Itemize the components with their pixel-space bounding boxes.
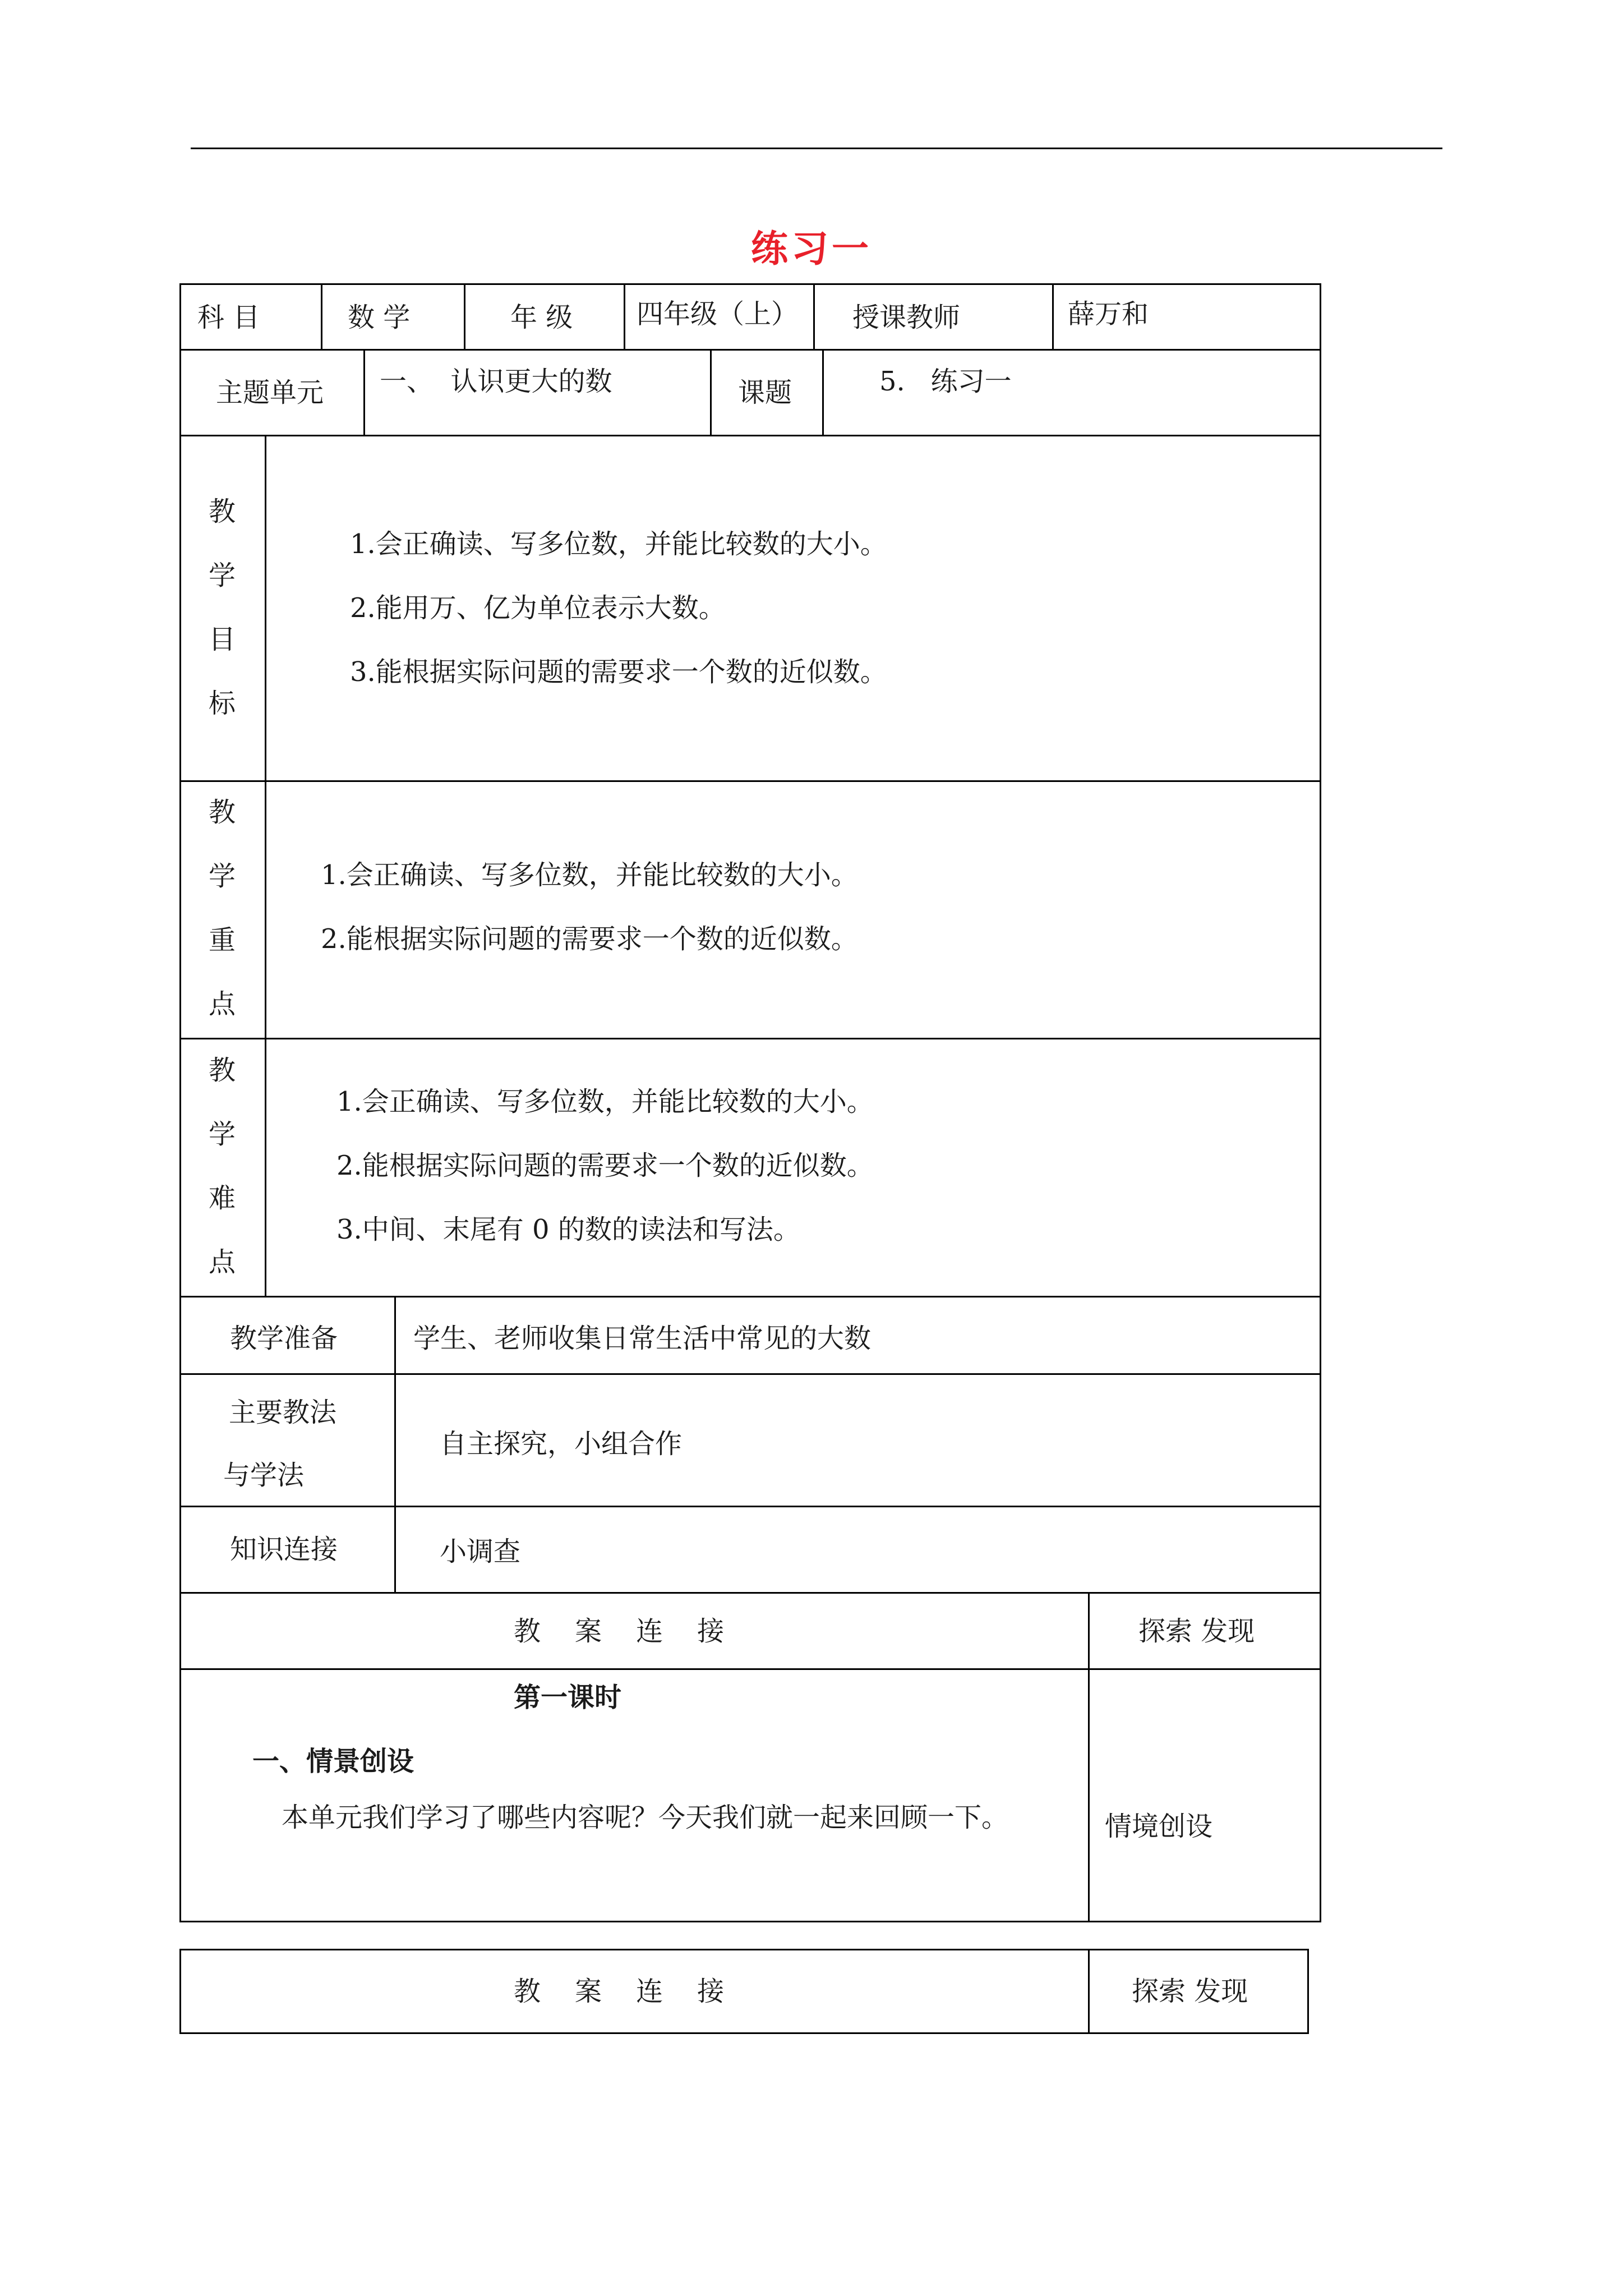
- topic-label: 课题: [738, 377, 792, 408]
- row-divider: [179, 1038, 1321, 1039]
- plan-header-left: 教 案 连 接: [514, 1616, 725, 1647]
- difficulties-label-char: 点: [208, 1246, 236, 1278]
- row-divider: [179, 780, 1321, 782]
- lesson-title: 第一课时: [514, 1682, 622, 1713]
- goals-label-char: 学: [208, 560, 236, 591]
- teacher-label: 授课教师: [852, 302, 961, 333]
- page-title: 练习一: [751, 227, 872, 270]
- methods-label-line2: 与学法: [223, 1460, 305, 1491]
- col-divider: [813, 283, 815, 349]
- topic-value: 5. 练习一: [879, 366, 1012, 397]
- key-points-label-char: 教: [208, 797, 236, 828]
- teacher-value: 薛万和: [1068, 298, 1149, 330]
- key-points-label-char: 学: [208, 861, 236, 892]
- grade-label: 年 级: [510, 302, 573, 333]
- methods-label-line1: 主要教法: [229, 1397, 337, 1428]
- preparation-value: 学生、老师收集日常生活中常见的大数: [413, 1323, 872, 1354]
- plan2-header-right: 探索 发现: [1132, 1976, 1248, 2007]
- col-divider: [624, 283, 625, 349]
- knowledge-label: 知识连接: [230, 1534, 338, 1565]
- subject-value: 数 学: [348, 302, 411, 333]
- col-divider: [1088, 1949, 1090, 2034]
- key-points-label-char: 重: [208, 924, 236, 956]
- row-divider: [179, 1668, 1321, 1670]
- methods-value: 自主探究，小组合作: [440, 1428, 683, 1460]
- section-heading: 一、情景创设: [252, 1746, 414, 1777]
- row-divider: [179, 1296, 1321, 1297]
- col-divider: [464, 283, 465, 349]
- subject-label: 科 目: [197, 302, 260, 333]
- difficulties-label-char: 难: [208, 1182, 236, 1214]
- key-points-label-char: 点: [208, 988, 236, 1020]
- col-divider: [265, 435, 266, 1296]
- col-divider: [1088, 1592, 1090, 1922]
- plan2-header-left: 教 案 连 接: [514, 1976, 725, 2007]
- section-text: 本单元我们学习了哪些内容呢？今天我们就一起来回顾一下。: [282, 1802, 1009, 1833]
- plan-header-right: 探索 发现: [1138, 1616, 1255, 1647]
- goal-item: 1.会正确读、写多位数，并能比较数的大小。: [350, 528, 887, 560]
- difficulties-label-char: 学: [208, 1119, 236, 1150]
- goals-label-char: 目: [208, 624, 236, 655]
- difficulties-label-char: 教: [208, 1055, 236, 1086]
- col-divider: [822, 349, 824, 435]
- difficulty-item: 3.中间、末尾有 0 的数的读法和写法。: [336, 1214, 800, 1245]
- col-divider: [1052, 283, 1054, 349]
- goals-label-char: 教: [208, 496, 236, 527]
- goals-label-char: 标: [208, 688, 236, 719]
- col-divider: [321, 283, 322, 349]
- row-divider: [179, 435, 1321, 436]
- row-divider: [179, 1373, 1321, 1375]
- goal-item: 2.能用万、亿为单位表示大数。: [350, 592, 726, 624]
- row-divider: [179, 1506, 1321, 1507]
- unit-label: 主题单元: [216, 377, 324, 408]
- row-divider: [179, 1592, 1321, 1594]
- side-note: 情境创设: [1105, 1811, 1213, 1842]
- goal-item: 3.能根据实际问题的需要求一个数的近似数。: [350, 656, 887, 688]
- preparation-label: 教学准备: [230, 1323, 338, 1354]
- key-point-item: 2.能根据实际问题的需要求一个数的近似数。: [321, 923, 858, 955]
- row-divider: [179, 349, 1321, 351]
- difficulty-item: 1.会正确读、写多位数，并能比较数的大小。: [336, 1086, 874, 1117]
- col-divider: [710, 349, 712, 435]
- difficulty-item: 2.能根据实际问题的需要求一个数的近似数。: [336, 1150, 874, 1181]
- grade-value: 四年级（上）: [637, 298, 799, 330]
- knowledge-value: 小调查: [440, 1536, 521, 1567]
- col-divider: [394, 1296, 396, 1592]
- header-rule: [191, 148, 1442, 149]
- key-point-item: 1.会正确读、写多位数，并能比较数的大小。: [321, 859, 858, 891]
- col-divider: [363, 349, 365, 435]
- unit-value: 一、 认识更大的数: [380, 366, 612, 397]
